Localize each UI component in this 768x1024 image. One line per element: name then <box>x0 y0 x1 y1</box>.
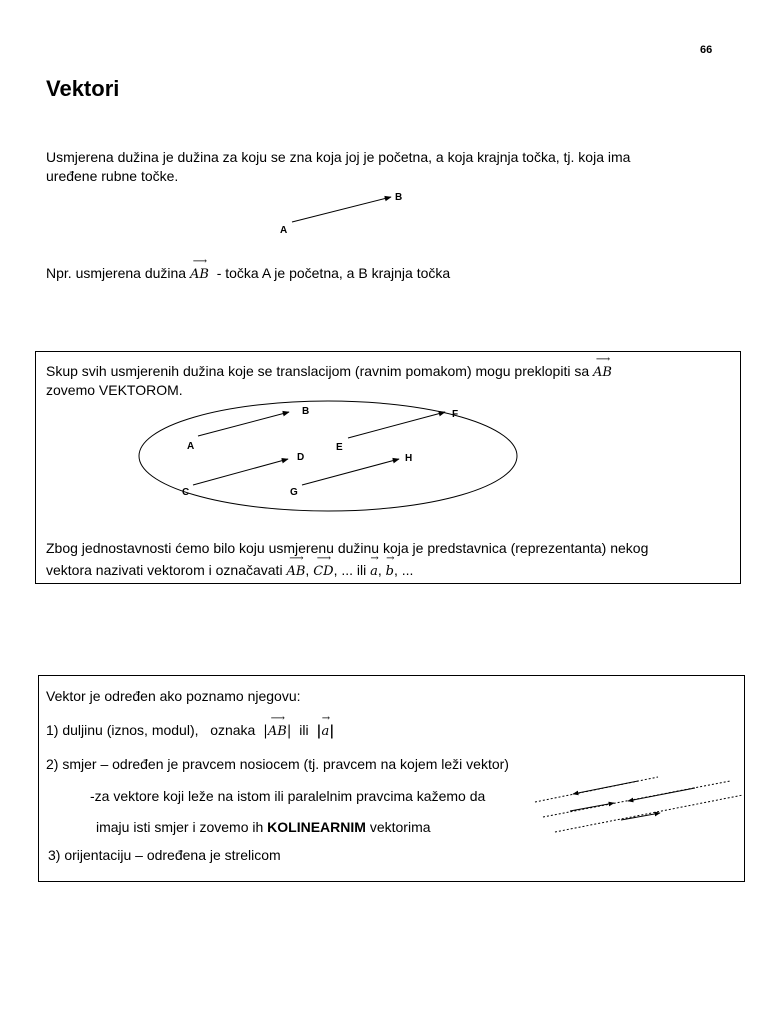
set-ellipse <box>139 401 517 511</box>
sub2-suffix: vektorima <box>369 819 431 835</box>
example-line <box>46 256 451 284</box>
point-label-e: E <box>336 442 343 453</box>
collinear-arrow-2 <box>570 803 614 811</box>
vector-b-symbol: → b <box>385 553 394 579</box>
item1-or: ili <box>299 722 309 738</box>
point-label-b: B <box>395 192 403 203</box>
point-label-d: D <box>297 452 305 463</box>
point-label-f: F <box>452 409 459 420</box>
point-label-h: H <box>405 453 413 464</box>
example-suffix: - točka A je početna, a B krajnja točka <box>216 265 451 281</box>
example-prefix: Npr. usmjerena dužina <box>46 265 187 281</box>
point-label-g: G <box>290 487 298 498</box>
equivalent-segments-figure <box>136 398 526 518</box>
collinear-vectors-figure <box>525 772 745 834</box>
vector-ab-modulus: ⟶ AB <box>267 713 287 739</box>
segment-arrow-ab <box>292 197 391 222</box>
box1-note-line-2: vektora nazivati vektorom i označavati ⟶ AB, ⟶ CD, ... ili → a, → b, ... <box>46 553 414 579</box>
vector-ab-symbol: ⟶ AB <box>593 354 612 380</box>
segment-arrow-ef <box>348 412 445 438</box>
point-label-a: A <box>280 225 288 236</box>
point-label-b: B <box>302 406 310 417</box>
item1-label: oznaka <box>210 722 256 738</box>
directed-segment-figure <box>270 185 420 240</box>
point-label-c: C <box>182 487 190 498</box>
box1-note-mid: , ... ili <box>333 562 367 578</box>
sub2-text: imaju isti smjer i zovemo ih <box>96 819 264 835</box>
collinear-arrow-1 <box>573 781 638 794</box>
box1-line-2: zovemo VEKTOROM. <box>46 382 183 398</box>
collinear-arrow-3 <box>628 788 695 801</box>
vector-cd-symbol: ⟶ CD <box>313 553 334 579</box>
vector-ab-symbol: ⟶ AB <box>286 553 306 579</box>
box1-line-1-text: Skup svih usmjerenih dužina koje se translacijom (ravnim pomakom) mogu preklopiti sa <box>46 363 590 379</box>
collinear-term: KOLINEARNIM <box>267 819 366 835</box>
point-label-a: A <box>187 441 195 452</box>
intro-line-2: uređene rubne točke. <box>46 168 179 184</box>
vector-a-symbol: → a <box>370 553 378 579</box>
vector-a-modulus: → a <box>321 713 330 739</box>
box1-note-line-1: Zbog jednostavnosti ćemo bilo koju usmjerenu dužinu koja je predstavnica (reprezentanta) nekog <box>46 540 649 556</box>
segment-arrow-ab <box>198 412 289 436</box>
box1-note-end: , ... <box>394 562 414 578</box>
box1-note-line-2-text: vektora nazivati vektorom i označavati <box>46 562 283 578</box>
vector-ab-symbol: ⟶ AB <box>189 256 209 282</box>
segment-arrow-cd <box>193 459 288 485</box>
box2-item-1: 1) duljinu (iznos, modul), oznaka | ⟶ AB| ili | → a| <box>46 713 335 739</box>
box2-item-2-sub-2 <box>96 818 431 836</box>
page-title: Vektori <box>46 76 120 101</box>
item1-text: 1) duljinu (iznos, modul), <box>46 722 199 738</box>
box1-line-1 <box>46 354 612 382</box>
page-number: 66 <box>700 44 713 56</box>
box2-item-3: 3) orijentaciju – određena je strelicom <box>48 847 281 863</box>
intro-line-1: Usmjerena dužina je dužina za koju se zna koja joj je početna, a koja krajnja točka, tj. koja ima <box>46 149 631 165</box>
box2-intro: Vektor je određen ako poznamo njegovu: <box>46 688 301 704</box>
box2-item-2-sub-1: -za vektore koji leže na istom ili paralelnim pravcima kažemo da <box>90 788 486 804</box>
parallel-line-3 <box>555 795 743 832</box>
collinear-arrow-4 <box>621 813 660 820</box>
box2-item-2: 2) smjer – određen je pravcem nosiocem (tj. pravcem na kojem leži vektor) <box>46 756 509 772</box>
segment-arrow-gh <box>302 459 399 485</box>
